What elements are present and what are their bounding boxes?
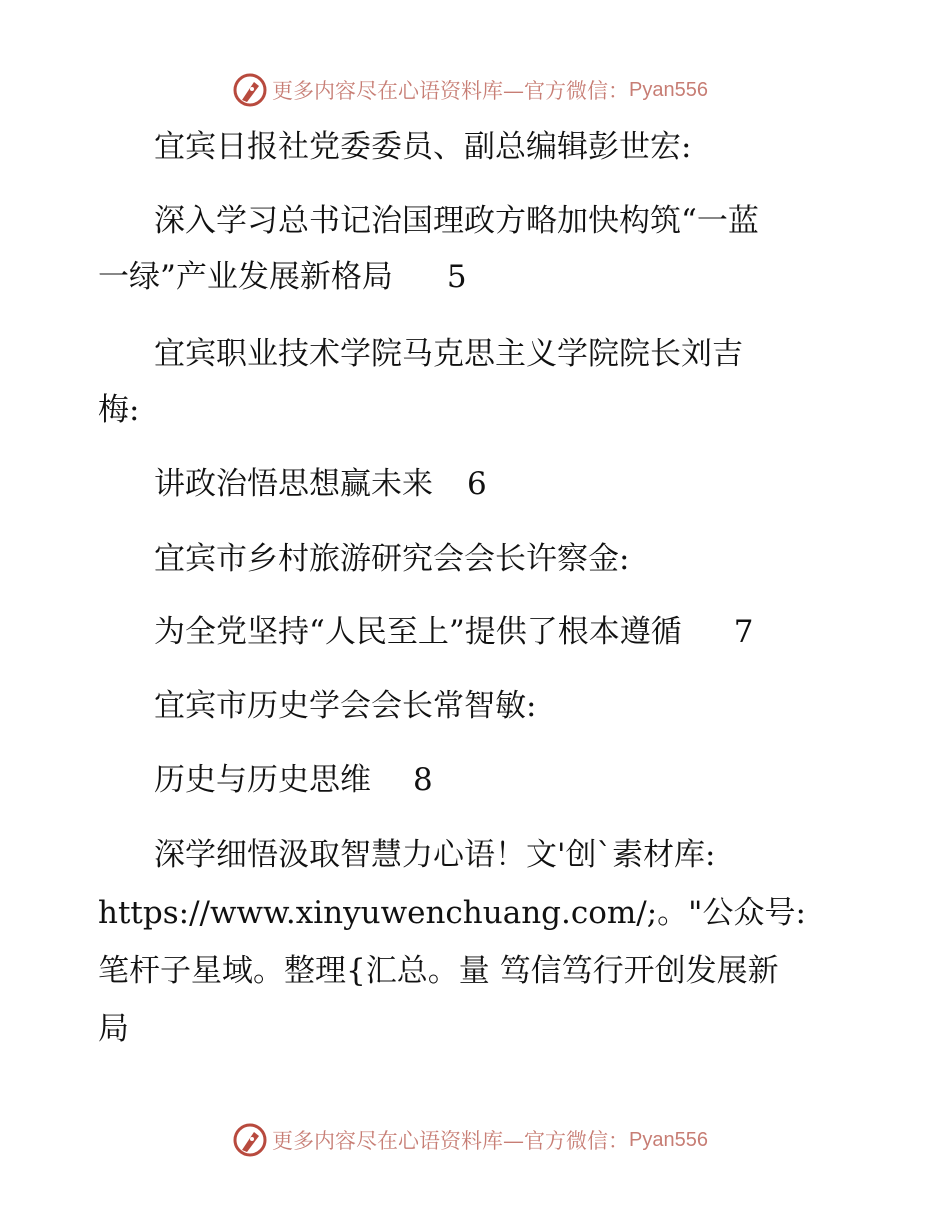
entry-4-page-number: 8 [413, 762, 433, 798]
entry-2-author-line-1: 宜宾职业技术学院马克思主义学院院长刘吉 [154, 336, 743, 372]
pen-nib-logo-icon [232, 1122, 268, 1158]
closing-line-4: 局 [98, 1011, 129, 1047]
entry-3-page-number: 7 [733, 614, 754, 650]
entry-3-author: 宜宾市乡村旅游研究会会长许察金: [154, 541, 630, 577]
entry-4-author: 宜宾市历史学会会长常智敏: [154, 688, 537, 724]
closing-line-1: 深学细悟汲取智慧力心语！文'创`素材库: [154, 837, 716, 873]
entry-1-author: 宜宾日报社党委委员、副总编辑彭世宏: [154, 129, 692, 165]
entry-2-title-text: 讲政治悟思想赢未来 [154, 466, 433, 502]
entry-4-title-text: 历史与历史思维 [154, 762, 371, 798]
closing-line-2: https://www.xinyuwenchuang.com/;。"公众号: [98, 895, 806, 931]
entry-1-title-line-2 [98, 257, 467, 297]
footer-banner [232, 1122, 708, 1158]
header-wechat-id: Pyan556 [629, 78, 708, 101]
entry-2-title-line [154, 464, 487, 504]
entry-3-title-line [154, 612, 753, 652]
footer-banner-text: 更多内容尽在心语资料库—官方微信： [272, 1129, 629, 1153]
header-banner-text: 更多内容尽在心语资料库—官方微信： [272, 79, 629, 103]
entry-4-title-line [154, 760, 433, 800]
header-banner [232, 72, 708, 108]
entry-3-title-text: 为全党坚持“人民至上”提供了根本遵循 [154, 614, 682, 650]
entry-1-title-text: 一绿”产业发展新格局 [98, 259, 393, 295]
footer-wechat-id: Pyan556 [629, 1128, 708, 1151]
entry-2-page-number: 6 [467, 466, 487, 502]
pen-nib-logo-icon [232, 72, 268, 108]
closing-line-3: 笔杆子星域。整理{汇总。量 笃信笃行开创发展新 [98, 953, 779, 989]
entry-2-author-line-2: 梅: [98, 392, 140, 428]
entry-1-page-number: 5 [446, 259, 467, 295]
entry-1-title-line-1: 深入学习总书记治国理政方略加快构筑“一蓝 [154, 203, 759, 239]
